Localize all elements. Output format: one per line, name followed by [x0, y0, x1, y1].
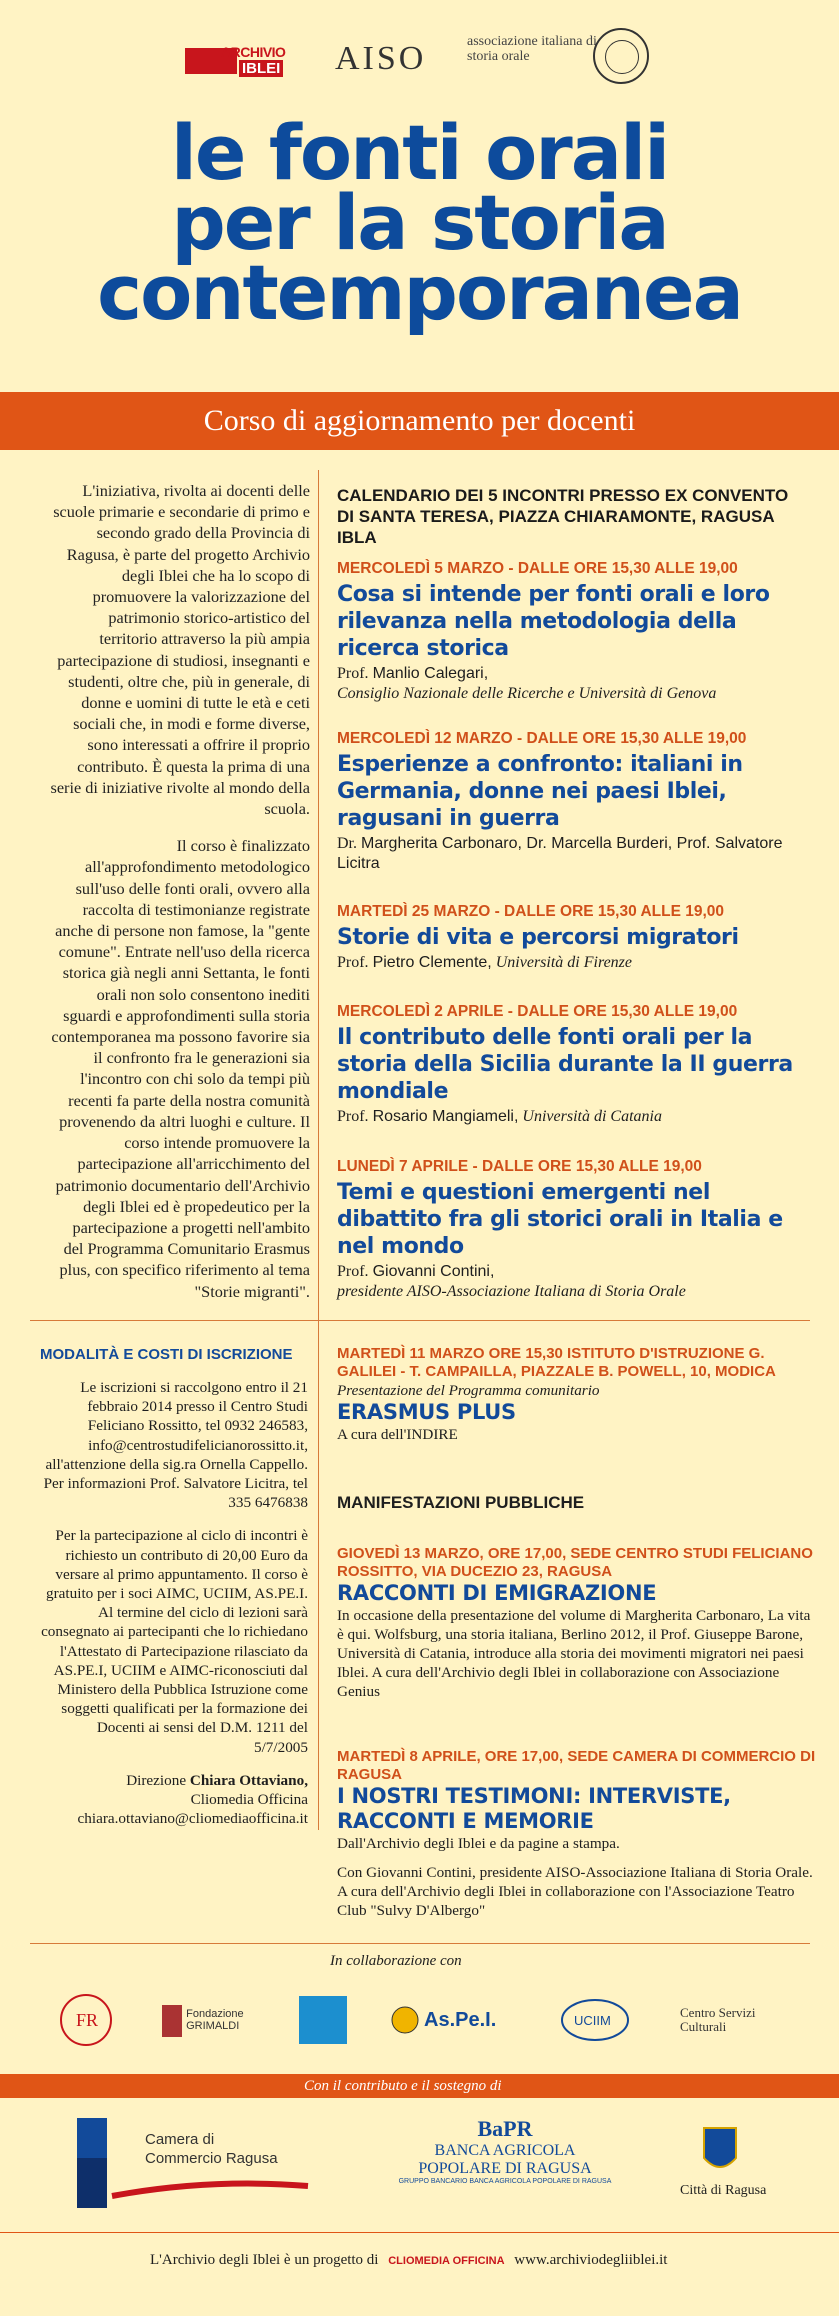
event-speaker: Prof. Rosario Mangiameli, Università di Catania [337, 1108, 662, 1125]
emigrazione-section [337, 1545, 817, 1701]
camera-swoosh-icon [110, 2168, 310, 2208]
modalita-text [40, 1378, 308, 1842]
manifestazioni-heading: MANIFESTAZIONI PUBBLICHE [337, 1493, 585, 1512]
fr-logo-icon [58, 1992, 114, 2048]
event-date: MARTEDÌ 25 MARZO - DALLE ORE 15,30 ALLE 19,00 [337, 903, 725, 920]
footer [150, 2252, 750, 2269]
collab-label: In collaborazione con [330, 1953, 462, 1969]
aiso-logo-subtext: associazione italiana di storia orale [467, 34, 597, 64]
title-line-3: contemporanea [97, 248, 742, 337]
footer-text: L'Archivio degli Iblei è un progetto di [150, 2252, 379, 2268]
centro-servizi-logo: Centro Servizi Culturali [680, 2005, 756, 2034]
header-logos [185, 28, 645, 92]
event-speaker: Dr. Margherita Carbonaro, Dr. Marcella Burderi, Prof. Salvatore Licitra [337, 835, 783, 872]
citta-ragusa-crest-icon [700, 2118, 740, 2178]
erasmus-subtitle: Presentazione del Programma comunitario [337, 1382, 600, 1399]
modalita-paragraph-2: Per la partecipazione al ciclo di incontri è richiesto un contributo di 20,00 Euro da versare al primo appuntamento. Il corso è gratuito per i soci AIMC, UCIIM, AS.PE.I. Al termine del ciclo di lezioni sarà consegnato ai partecipanti che lo richiedano l'Attestato di Partecipazione rilasciato da AS.PE.I, UCIIM e AIMC-riconosciuti dal Ministero della Pubblica Istruzione come soggetti qualificati per la formazione dei Docenti ai sensi del D.M. 1211 del 5/7/2005 [41, 1527, 308, 1756]
contrib-label: Con il contributo e il sostegno di [304, 2078, 502, 2094]
erasmus-date: MARTEDÌ 11 MARZO ORE 15,30 ISTITUTO D'ISTRUZIONE G. GALILEI - T. CAMPAILLA, PIAZZALE B. POWELL, 10, MODICA [337, 1345, 776, 1380]
emigrazione-title: RACCONTI DI EMIGRAZIONE [337, 1581, 657, 1605]
testimoni-section [337, 1748, 817, 1920]
testimoni-title: I NOSTRI TESTIMONI: INTERVISTE, RACCONTI E MEMORIE [337, 1784, 731, 1833]
archivio-logo-line2: IBLEI [239, 60, 283, 77]
intro-paragraph-2: Il corso è finalizzato all'approfondimento metodologico sull'uso delle fonti orali, ovvero alla raccolta di testimonianze registrate anche di persone non famose, la "gente comune". Entrate nell'uso della ricerca storica già negli anni Settanta, le fonti orali non solo consentono inediti sguardi e approfondimenti sulla storia contemporanea ma possono favorire sia il confronto fra le generazioni sia l'incontro con chi solo da tempi più recenti fa parte della nostra comunità provenendo da altri luoghi e culture. Il corso intende promuovere la partecipazione all'arricchimento del patrimonio documentario dell'Archivio degli Iblei ed è propedeutico per la partecipazione a progetti nell'ambito del Programma Comunitario Erasmus plus, con specifico riferimento al tema "Storie migranti". [51, 836, 310, 1301]
event-speaker: Prof. Manlio Calegari, Consiglio Nazionale delle Ricerche e Università di Genova [337, 665, 717, 702]
archivio-logo-line1: ARCHIVIO [221, 44, 286, 60]
event-title: Storie di vita e percorsi migratori [337, 925, 739, 950]
event-title: Cosa si intende per fonti orali e loro rilevanza nella metodologia della ricerca storica [337, 582, 770, 661]
title-line-1: le fonti orali [170, 108, 669, 197]
svg-text:UCIIM: UCIIM [574, 2013, 611, 2028]
aiso-logo [335, 32, 597, 88]
cliomedia-logo: CLIOMEDIA OFFICINA [388, 2255, 505, 2267]
collab-logos [50, 1990, 790, 2060]
emigrazione-text: In occasione della presentazione del volume di Margherita Carbonaro, La vita è qui. Wolfsburg, una storia italiana, Berlino 2012, il Prof. Giuseppe Barone, Università di Catania, introduce alla storia dei movimenti migratori nei paesi Iblei. A cura dell'Archivio degli Iblei in collaborazione con Associazione Genius [337, 1607, 811, 1700]
ragusa-chamber-mark-icon [72, 2118, 112, 2210]
uciim-logo-icon [560, 1995, 630, 2045]
testimoni-text-1: Dall'Archivio degli Iblei e da pagine a stampa. [337, 1835, 620, 1852]
contrib-bar [0, 2074, 839, 2098]
main-title [0, 108, 839, 337]
event-date: LUNEDÌ 7 APRILE - DALLE ORE 15,30 ALLE 19,00 [337, 1158, 702, 1175]
bapr-logo: BaPR BANCA AGRICOLA POPOLARE DI RAGUSA GRUPPO BANCARIO BANCA AGRICOLA POPOLARE DI RAGUSA [398, 2116, 612, 2185]
modalita-paragraph-1: Le iscrizioni si raccolgono entro il 21 febbraio 2014 presso il Centro Studi Feliciano Rossitto, tel 0932 246583, info@centrostudifelicianorossitto.it, all'attenzione della sig.ra Ornella Cappello. Per informazioni Prof. Salvatore Licitra, tel 335 6476838 [43, 1379, 308, 1512]
event-4 [337, 1003, 817, 1127]
column-divider [318, 470, 319, 1830]
citta-ragusa-label: Città di Ragusa [680, 2183, 767, 2198]
archivio-iblei-logo [185, 38, 305, 80]
subtitle-banner [0, 392, 839, 450]
testimoni-date: MARTEDÌ 8 APRILE, ORE 17,00, SEDE CAMERA DI COMMERCIO DI RAGUSA [337, 1748, 816, 1783]
event-title: Il contributo delle fonti orali per la storia della Sicilia durante la II guerra mondiale [337, 1025, 793, 1104]
footer-url[interactable]: www.archiviodegliiblei.it [514, 2252, 668, 2268]
event-speaker: Prof. Giovanni Contini, presidente AISO-Associazione Italiana di Storia Orale [337, 1263, 686, 1300]
sponsors [0, 2108, 839, 2218]
title-line-2: per la storia [171, 178, 668, 267]
erasmus-title: ERASMUS PLUS [337, 1400, 516, 1424]
event-date: MERCOLEDÌ 12 MARZO - DALLE ORE 15,30 ALLE 19,00 [337, 730, 747, 747]
fr-logo [58, 1990, 114, 2050]
grimaldi-logo-icon [160, 2000, 182, 2040]
event-title: Esperienze a confronto: italiani in Germania, donne nei paesi Iblei, ragusani in guerra [337, 752, 743, 831]
emigrazione-date: GIOVEDÌ 13 MARZO, ORE 17,00, SEDE CENTRO STUDI FELICIANO ROSSITTO, VIA DUCEZIO 23, RAGUSA [337, 1545, 813, 1580]
event-2 [337, 730, 817, 874]
association-logo [295, 1990, 351, 2050]
aiso-logo-text: AISO [335, 40, 427, 77]
event-date: MERCOLEDÌ 2 APRILE - DALLE ORE 15,30 ALLE 19,00 [337, 1003, 738, 1020]
event-date: MERCOLEDÌ 5 MARZO - DALLE ORE 15,30 ALLE 19,00 [337, 560, 738, 577]
association-logo-icon [295, 1992, 351, 2048]
grimaldi-logo: Fondazione GRIMALDI [160, 1990, 270, 2050]
event-title: Temi e questioni emergenti nel dibattito fra gli storici orali in Italia e nel mondo [337, 1180, 783, 1259]
aspei-logo: As.Pe.I. [390, 1990, 496, 2050]
aspei-logo-icon [390, 2005, 420, 2035]
erasmus-text: A cura dell'INDIRE [337, 1426, 458, 1443]
seal-logo [593, 28, 649, 84]
erasmus-section [337, 1345, 817, 1444]
event-speaker: Prof. Pietro Clemente, Università di Firenze [337, 954, 633, 971]
event-5 [337, 1158, 817, 1302]
testimoni-text-2: Con Giovanni Contini, presidente AISO-Associazione Italiana di Storia Orale. A cura dell'Archivio degli Iblei in collaborazione con l'Associazione Teatro Club "Sulvy D'Albergo" [337, 1864, 813, 1919]
modalita-heading: MODALITÀ E COSTI DI ISCRIZIONE [40, 1346, 293, 1363]
modalita-contact: Direzione Chiara Ottaviano, Cliomedia Officina chiara.ottaviano@cliomediaofficina.it [77, 1771, 308, 1828]
event-1 [337, 560, 817, 704]
section-divider [30, 1320, 810, 1321]
uciim-logo [560, 1990, 630, 2050]
intro-paragraph-1: L'iniziativa, rivolta ai docenti delle scuole primarie e secondarie di primo e secondo grado della Provincia di Ragusa, è parte del progetto Archivio degli Iblei che ha lo scopo di promuovere la valorizzazione del patrimonio storico-artistico del territorio attraverso la più ampia partecipazione di studiosi, insegnanti e studenti, oltre che, più in generale, di donne e uomini di tutte le età e ceti sociali che, in modi e forme diverse, sono interessati a offrire il proprio contributo. È questa la prima di una serie di iniziative rivolte al mondo della scuola. [50, 481, 310, 819]
camera-commercio-label: Camera di Commercio Ragusa [145, 2131, 278, 2167]
svg-text:FR: FR [76, 2010, 99, 2030]
banner-text: Corso di aggiornamento per docenti [203, 404, 636, 437]
event-3 [337, 903, 817, 973]
collab-divider [30, 1943, 810, 1944]
calendar-heading: CALENDARIO DEI 5 INCONTRI PRESSO EX CONVENTO DI SANTA TERESA, PIAZZA CHIARAMONTE, RAGUSA IBLA [337, 486, 789, 547]
intro-column [50, 480, 310, 1318]
footer-divider [0, 2232, 839, 2233]
